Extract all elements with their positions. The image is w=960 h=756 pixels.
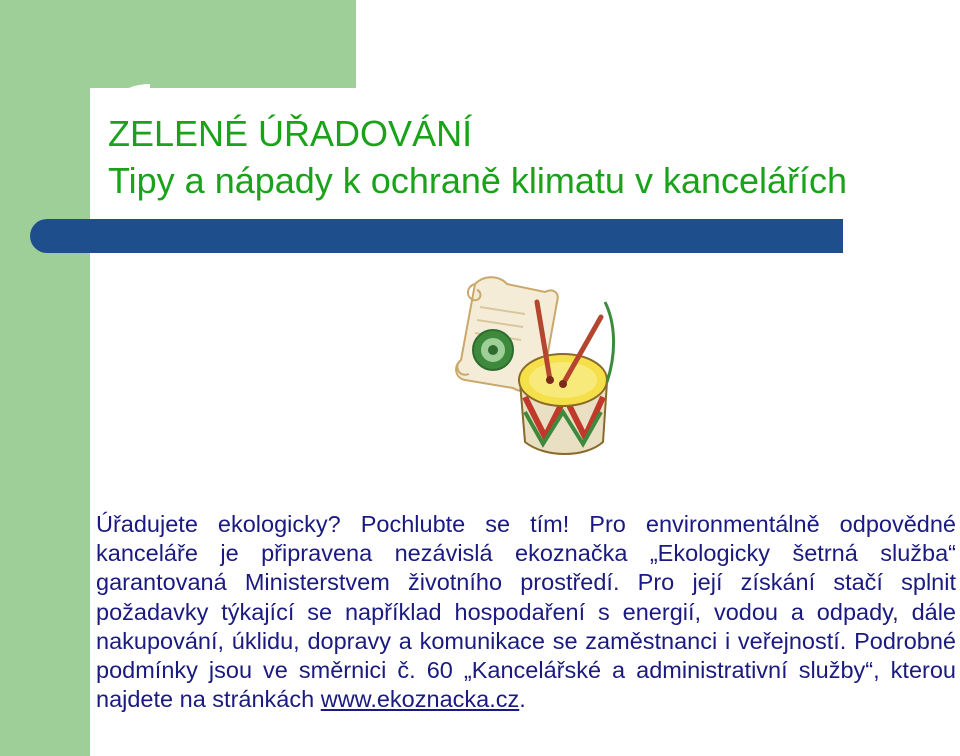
- decorative-green-strip: [0, 0, 90, 756]
- title-line-2: Tipy a nápady k ochraně klimatu v kancelářích: [108, 160, 848, 201]
- slide-title: [108, 110, 847, 204]
- title-line-1: ZELENÉ ÚŘADOVÁNÍ: [108, 113, 473, 154]
- body-end: .: [519, 686, 526, 713]
- decorative-blue-bar: [30, 219, 843, 253]
- body-text: Úřadujete ekologicky? Pochlubte se tím! Pro environmentálně odpovědné kanceláře je připravena nezávislá ekoznačka „Ekologicky šetrná služba“ garantovaná Ministerstvem životního prostředí. Pro její získání stačí splnit požadavky týkající se například hospodaření s energií, vodou a odpady, dále nakupování, úklidu, dopravy a komunikace se zaměstnanci i veřejností. Podrobné podmínky jsou ve směrnici č. 60 „Kancelářské a administrativní služby“, kterou najdete na stránkách: [96, 511, 956, 713]
- body-paragraph: [96, 510, 956, 714]
- ekoznacka-link[interactable]: www.ekoznacka.cz: [320, 686, 520, 713]
- certificate-drum-illustration-icon: [425, 262, 625, 462]
